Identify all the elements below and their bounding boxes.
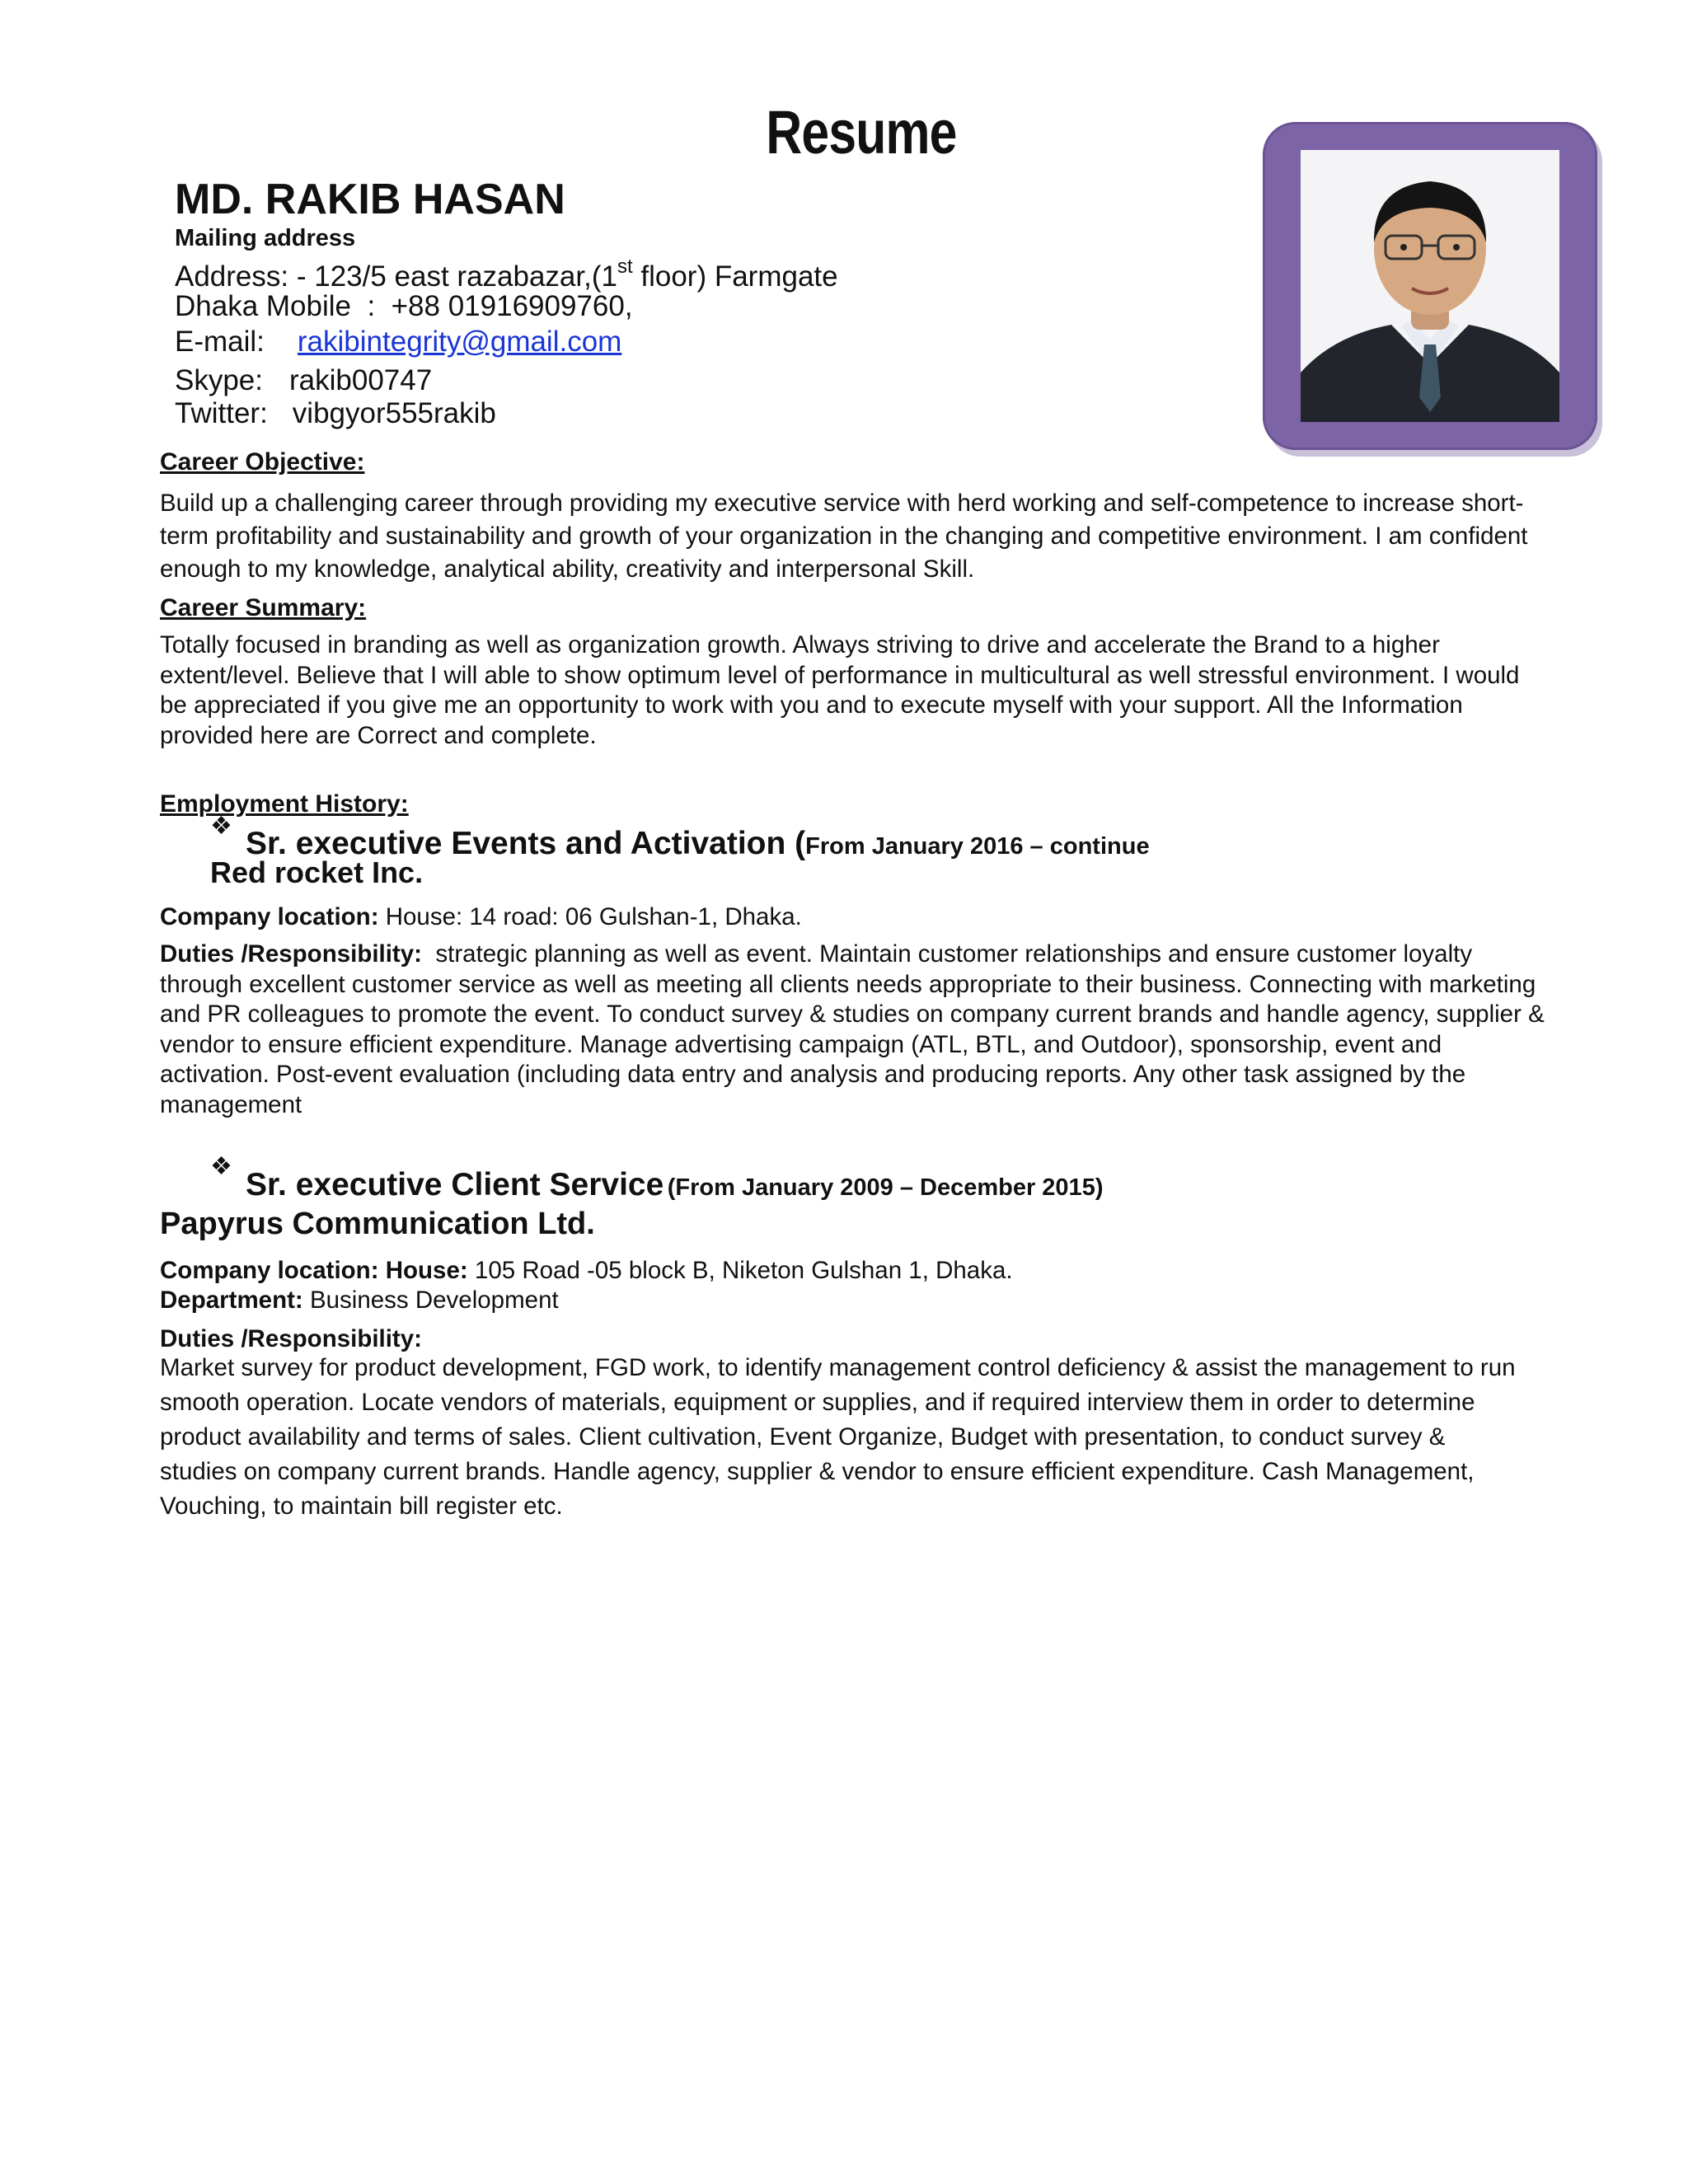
address-superscript: st [617, 255, 633, 278]
diamond-bullet-icon: ❖ [210, 1153, 232, 1180]
job-1-dates: From January 2016 – continue [805, 833, 1150, 860]
job-1-title: Sr. executive Events and Activation [246, 826, 786, 861]
career-objective-heading: Career Objective: [160, 448, 365, 476]
employment-history-heading: Employment History: [160, 790, 409, 818]
career-objective-text: Build up a challenging career through providing my executive service with herd working and self-competence to increase short-term profitability and sustainability and growth of your organization in the changing and competitive environment. I am confident enough to my knowledge, analytical ability, creativity and interpersonal Skill. [160, 490, 1528, 583]
job-2-department-label: Department: [160, 1286, 303, 1314]
twitter-value: vibgyor555rakib [292, 397, 496, 429]
job-2-department [160, 1284, 1561, 1317]
job-2-location-value: 105 Road -05 block B, Niketon Gulshan 1, Dhaka. [474, 1257, 1013, 1284]
career-summary-text: Totally focused in branding as well as organization growth. Always striving to drive and accelerate the Brand to a higher extent/level. Believe that I will able to show optimum level of performance in multicultural as well stressful environment. I would be appreciated if you give me an opportunity to work with you and to execute myself with your support. All the Information provided here are Correct and complete. [160, 631, 1520, 749]
address-suffix: floor) Farmgate [632, 260, 838, 293]
job-1-dates-open: ( [785, 826, 806, 861]
diamond-bullet-icon: ❖ [210, 813, 232, 840]
candidate-name: MD. RAKIB HASAN [175, 176, 565, 223]
job-2-title: Sr. executive Client Service [246, 1167, 664, 1202]
email-label: E-mail: [175, 326, 265, 358]
job-1-duties-text: strategic planning as well as event. Maintain customer relationships and ensure customer loyalty through excellent customer service as well as meeting all clients needs appropriate to their business. Connecting with marketing and PR colleagues to promote the event. To conduct survey & studies on company current brands and handle agency, supplier & vendor to ensure efficient expenditure. Manage advertising campaign (ATL, BTL, and Outdoor), sponsorship, event and activation. Post-event evaluation (including data entry and analysis and producing reports. Any other task assigned by the management [160, 940, 1545, 1118]
twitter-label: Twitter: [175, 397, 268, 429]
job-2-duties-label: Duties /Responsibility: [160, 1325, 422, 1352]
job-1-location-value: House: 14 road: 06 Gulshan-1, Dhaka. [385, 903, 802, 930]
skype-value: rakib00747 [289, 364, 433, 396]
email-line [175, 326, 621, 359]
skype-line [175, 364, 432, 397]
profile-photo [1301, 150, 1559, 422]
job-1-company: Red rocket Inc. [210, 855, 424, 889]
profile-photo-frame [1263, 122, 1597, 450]
job-2-duties-text: Market survey for product development, FGD work, to identify management control deficiency & assist the management to run smooth operation. Locate vendors of materials, equipment or supplies, and if required interview them in order to determine product availability and terms of sales. Client cultivation, Event Organize, Budget with presentation, to conduct survey & studies on company current brands. Handle agency, supplier & vendor to ensure efficient expenditure. Cash Management, Vouching, to maintain bill register etc. [160, 1354, 1516, 1520]
skype-label: Skype: [175, 364, 263, 396]
job-2-company: Papyrus Communication Ltd. [160, 1207, 595, 1241]
career-summary-heading: Career Summary: [160, 594, 367, 621]
mailing-address-label: Mailing address [175, 225, 356, 251]
job-2-location-label: Company location: House: [160, 1257, 468, 1284]
job-2-department-value: Business Development [309, 1286, 559, 1314]
job-1-location [160, 901, 1561, 934]
job-1-duties-label: Duties /Responsibility: [160, 940, 422, 968]
address-line [175, 255, 838, 293]
job-2-heading [246, 1167, 1103, 1203]
job-2-dates: (From January 2009 – December 2015) [667, 1174, 1104, 1201]
mobile-line: Dhaka Mobile : +88 01916909760, [175, 290, 633, 322]
email-link[interactable]: rakibintegrity@gmail.com [297, 326, 622, 358]
twitter-line [175, 397, 496, 430]
job-1-location-label: Company location: [160, 903, 379, 930]
profile-photo-illustration [1301, 150, 1559, 422]
page-title: Resume [766, 98, 957, 166]
job-1-duties [160, 940, 1557, 1120]
address-prefix: Address: - 123/5 east razabazar,(1 [175, 260, 617, 293]
job-2-location [160, 1254, 1561, 1287]
